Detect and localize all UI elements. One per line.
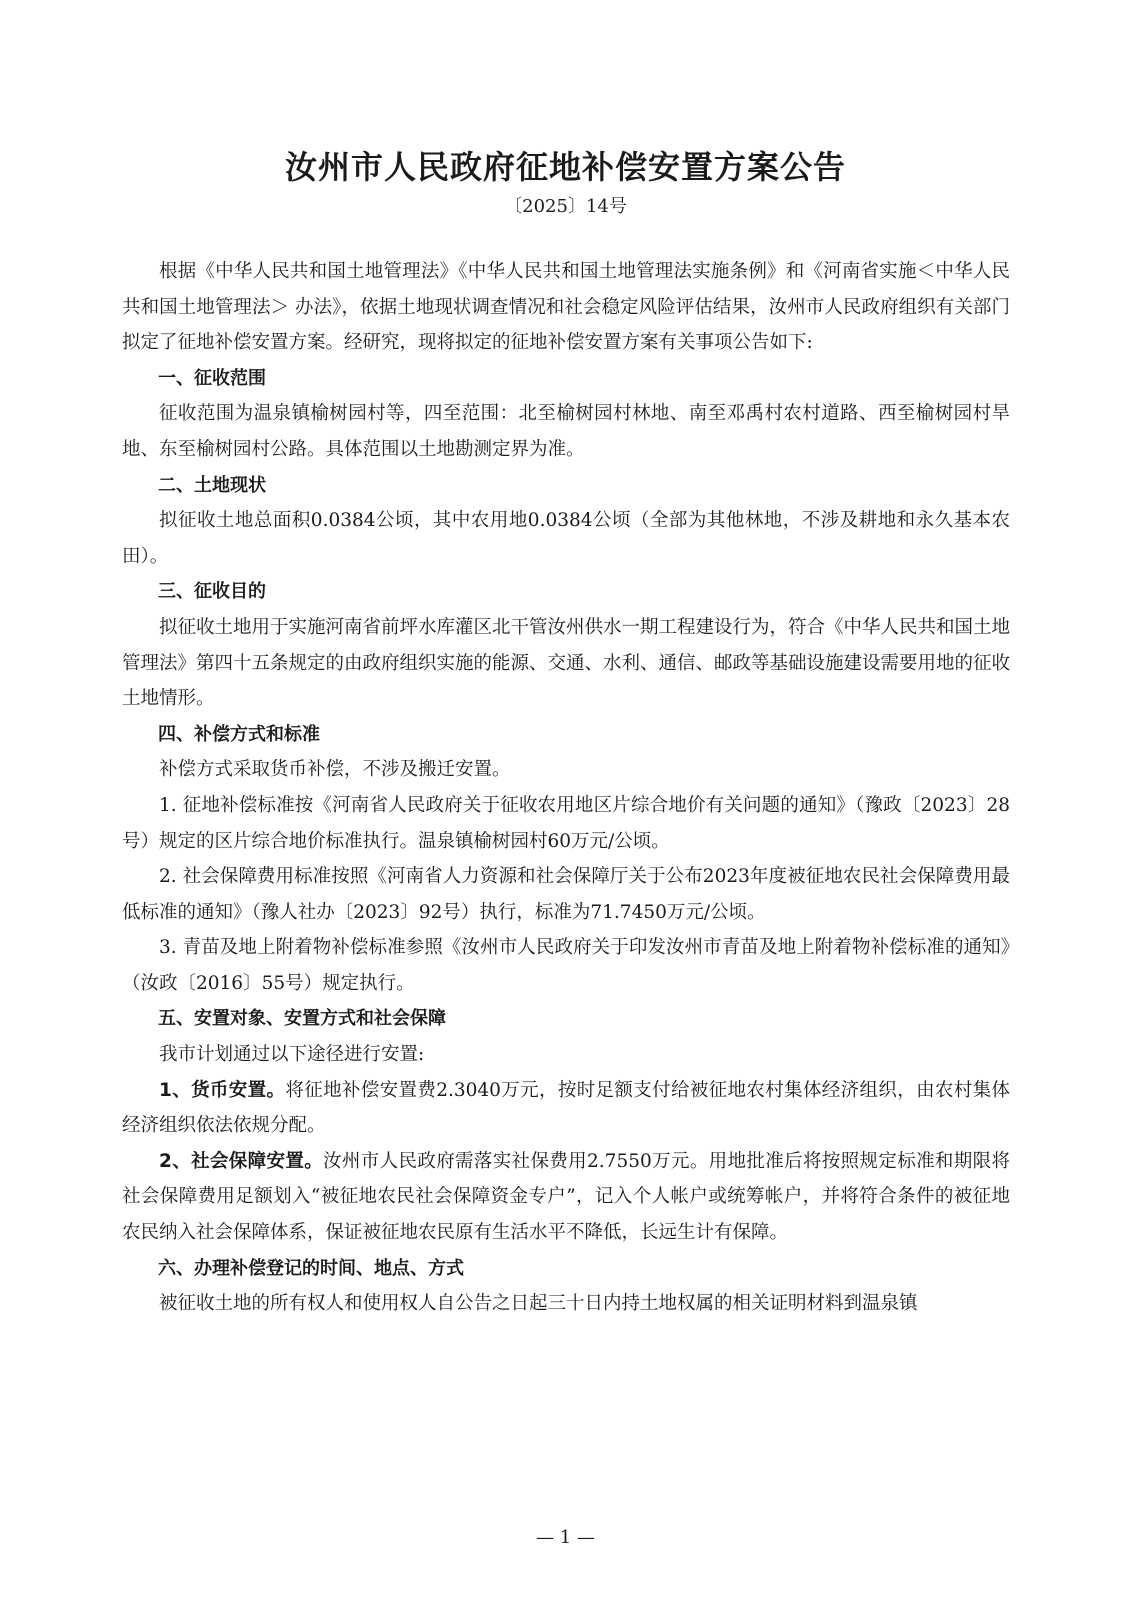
list-item — [122, 1144, 1010, 1251]
section-heading: 六、办理补偿登记的时间、地点、方式 — [158, 1257, 464, 1279]
section-paragraph: 拟征收土地总面积0.0384公顷，其中农用地0.0384公顷（全部为其他林地，不涉及耕地和永久基本农田）。 — [122, 510, 1010, 567]
section-heading: 一、征收范围 — [158, 367, 266, 389]
section-heading: 二、土地现状 — [158, 474, 266, 496]
list-item: 1. 征地补偿标准按《河南省人民政府关于征收农用地区片综合地价有关问题的通知》（豫政〔2023〕28号）规定的区片综合地价标准执行。温泉镇榆树园村60万元/公顷。 — [122, 794, 1010, 852]
section-heading: 三、征收目的 — [158, 581, 266, 603]
list-item-lead: 2、社会保障安置。 — [159, 1150, 324, 1172]
list-item: 3. 青苗及地上附着物补偿标准参照《汝州市人民政府关于印发汝州市青苗及地上附着物补偿标准的通知》（汝政〔2016〕55号）规定执行。 — [122, 937, 1010, 994]
list-item-lead: 1、货币安置。 — [159, 1079, 286, 1101]
document-title: 汝州市人民政府征地补偿安置方案公告 — [284, 148, 846, 186]
list-item-text: 汝州市人民政府需落实社保费用2.7550万元。用地批准后将按照规定标准和期限将社会保障费用足额划入“被征地农民社会保障资金专户”，记入个人帐户或统筹帐户，并将符合条件的被征地农民纳入社会保障体系，保证被征地农民原有生活水平不降低，长远生计有保障。 — [122, 1150, 1010, 1244]
document-body — [122, 254, 1010, 1322]
list-item: 2. 社会保障费用标准按照《河南省人力资源和社会保障厅关于公布2023年度被征地农民社会保障费用最低标准的通知》（豫人社办〔2023〕92号）执行，标准为71.7450万元/公顷。 — [122, 866, 1010, 923]
section-paragraph: 征收范围为温泉镇榆树园村等，四至范围：北至榆树园村林地、南至邓禹村农村道路、西至榆树园村旱地、东至榆树园村公路。具体范围以土地勘测定界为准。 — [122, 403, 1010, 460]
page-number: — 1 — — [536, 1527, 595, 1548]
intro-paragraph: 根据《中华人民共和国土地管理法》《中华人民共和国土地管理法实施条例》和《河南省实施＜中华人民共和国土地管理法＞ 办法》，依据土地现状调查情况和社会稳定风险评估结果，汝州市人民政府组织有关部门拟定了征地补偿安置方案。经研究，现将拟定的征地补偿安置方案有关事项公告如下: — [122, 261, 1010, 354]
list-item — [122, 1073, 1010, 1144]
section-paragraph: 拟征收土地用于实施河南省前坪水库灌区北干管汝州供水一期工程建设行为，符合《中华人民共和国土地管理法》第四十五条规定的由政府组织实施的能源、交通、水利、通信、邮政等基础设施建设需要用地的征收土地情形。 — [122, 616, 1011, 710]
section-heading: 四、补偿方式和标准 — [158, 723, 320, 745]
list-item-text: 将征地补偿安置费2.3040万元，按时足额支付给被征地农村集体经济组织，由农村集体经济组织依法依规分配。 — [122, 1079, 1010, 1137]
section-heading: 五、安置对象、安置方式和社会保障 — [158, 1008, 446, 1030]
section-paragraph: 被征收土地的所有权人和使用权人自公告之日起三十日内持土地权属的相关证明材料到温泉镇 — [159, 1293, 918, 1315]
section-paragraph: 我市计划通过以下途径进行安置: — [159, 1044, 425, 1066]
document-number: 〔2025〕14号 — [504, 196, 627, 217]
section-paragraph: 补偿方式采取货币补偿，不涉及搬迁安置。 — [159, 759, 511, 781]
